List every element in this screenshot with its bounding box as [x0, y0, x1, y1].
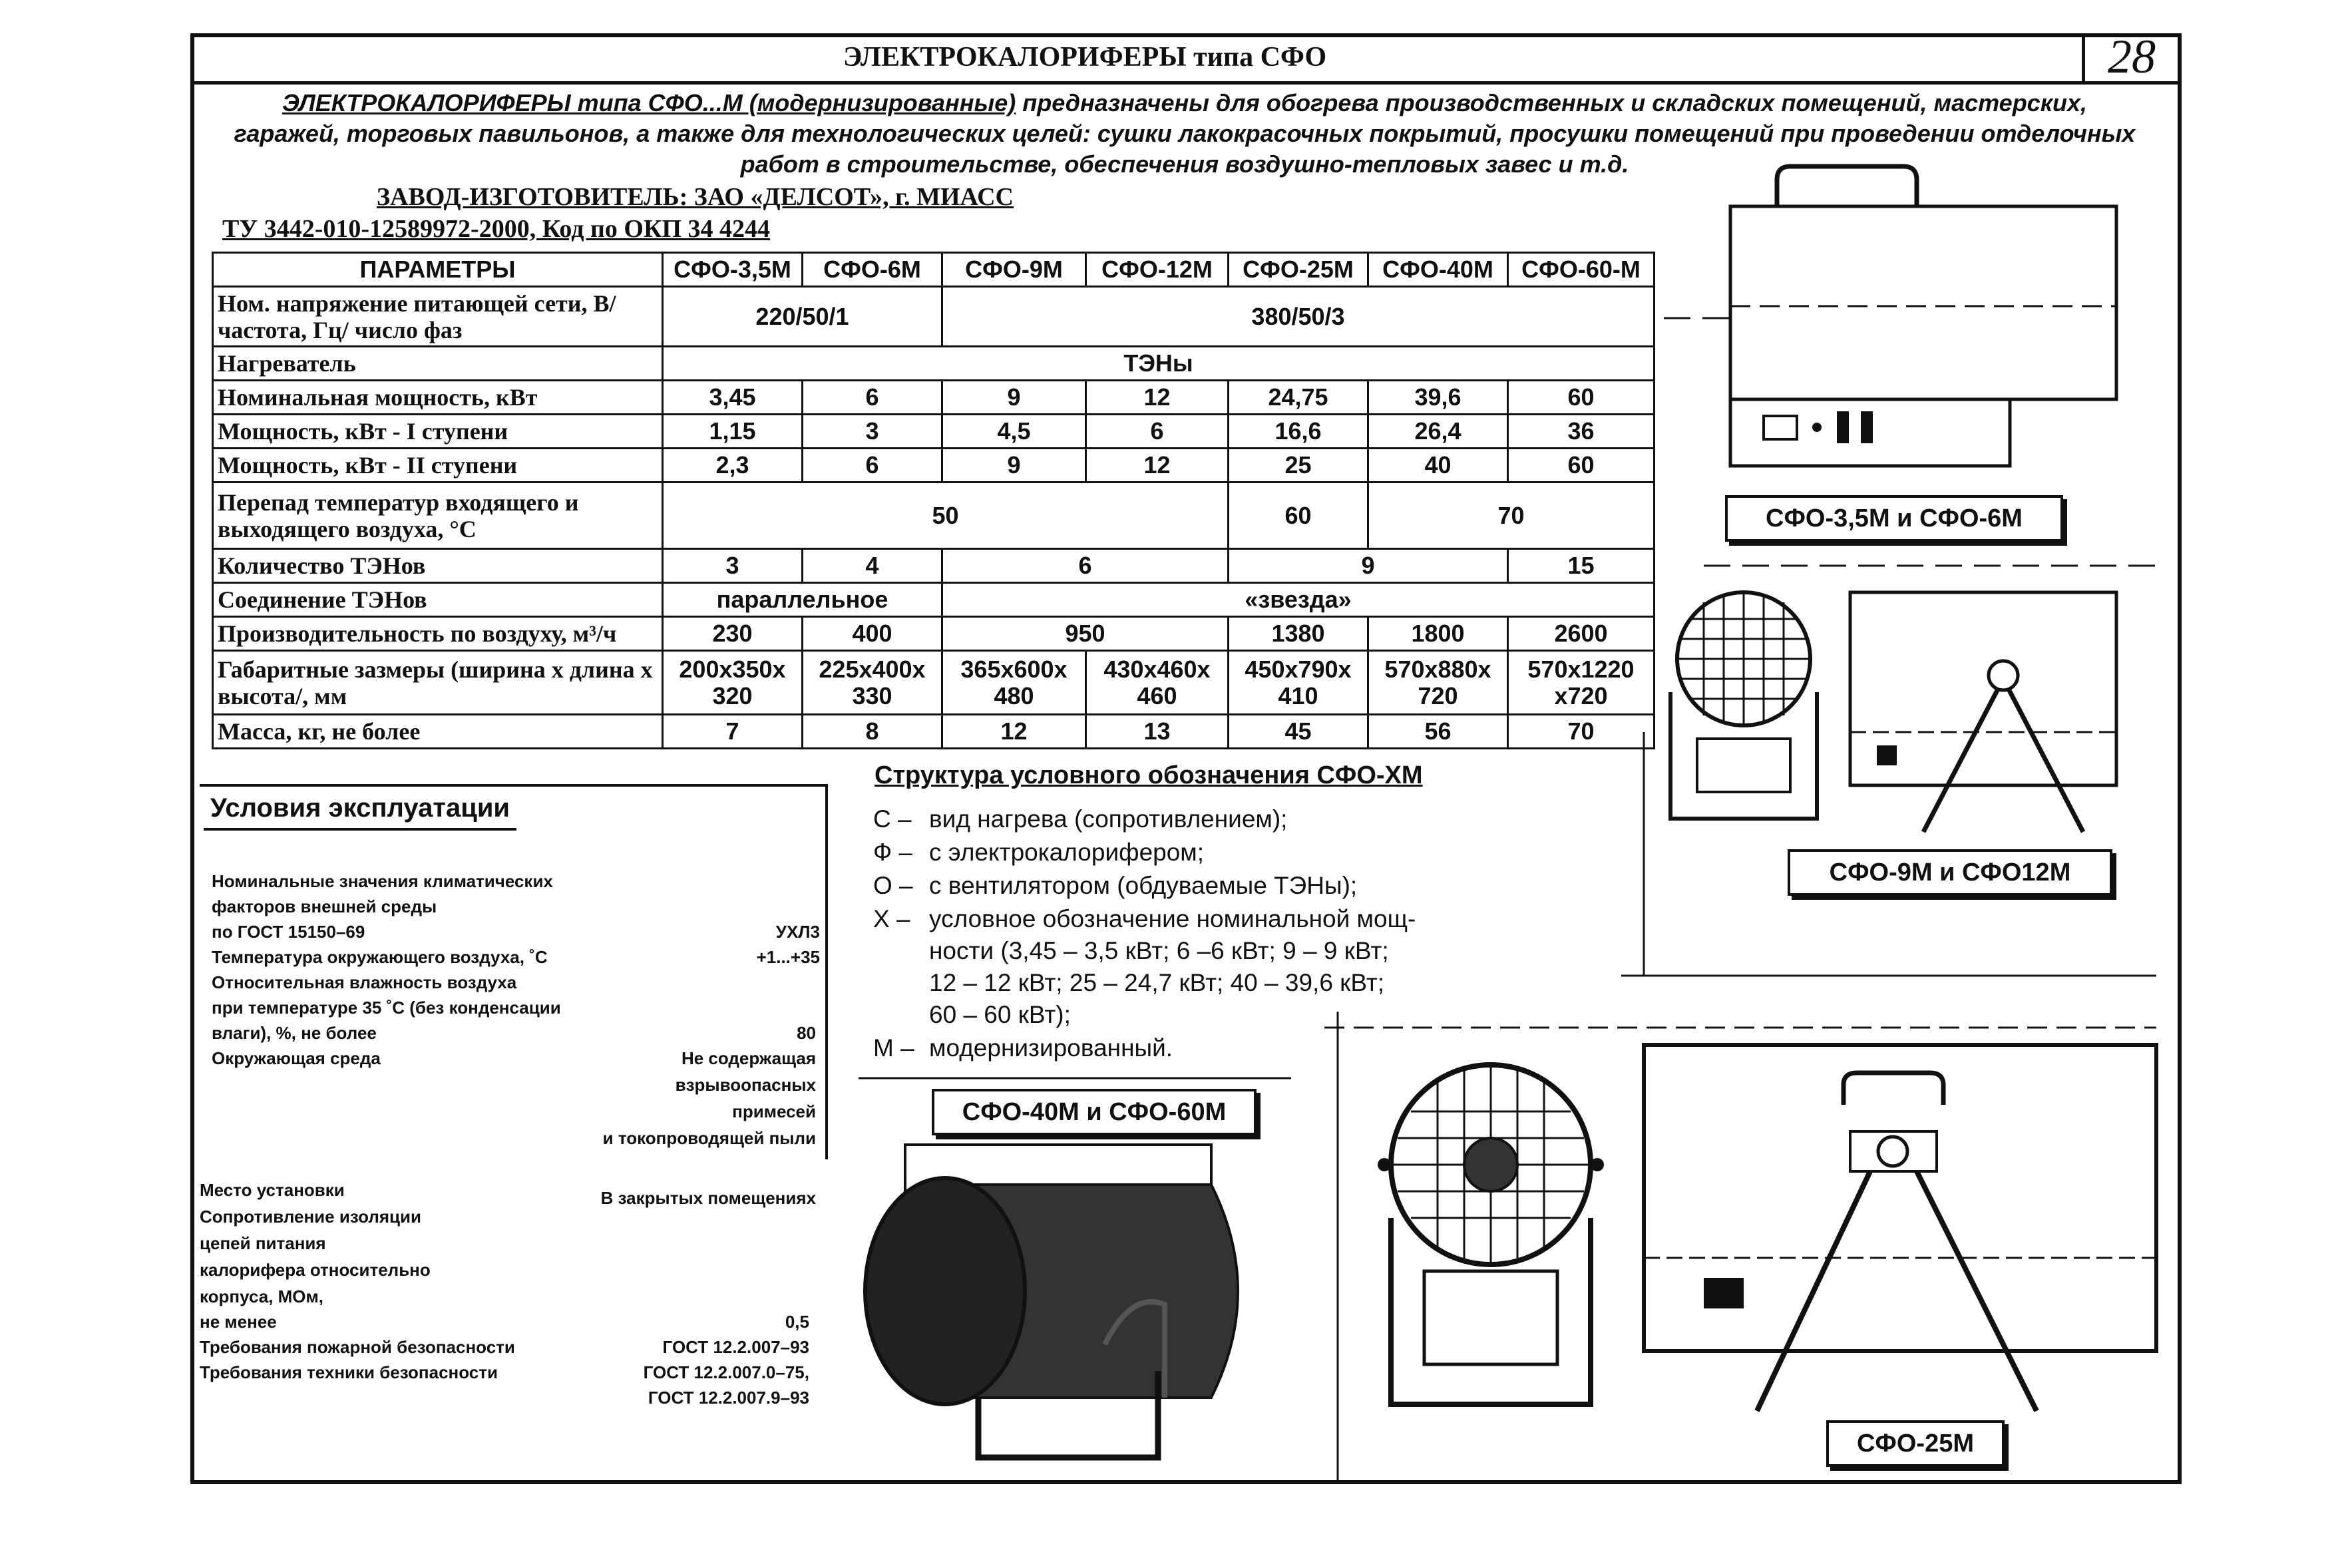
page-number: 28 — [2108, 30, 2156, 83]
cell: 4,5 — [942, 415, 1086, 449]
cond-value: В закрытых помещениях — [600, 1188, 816, 1208]
cond-label: по ГОСТ 15150–69 — [212, 922, 365, 942]
cond-value: 0,5 — [785, 1312, 809, 1332]
cell: 6 — [803, 381, 942, 415]
cell: «звезда» — [942, 583, 1655, 617]
cell: 9 — [942, 381, 1086, 415]
th-params: ПАРАМЕТРЫ — [213, 253, 663, 287]
cell: 380/50/3 — [942, 287, 1655, 347]
cond-label: цепей питания — [200, 1233, 326, 1253]
intro-lead: ЭЛЕКТРОКАЛОРИФЕРЫ типа СФО...М (модернизированные) — [282, 89, 1016, 116]
cell: 2600 — [1508, 617, 1655, 651]
cell: 12 — [1086, 449, 1229, 483]
cond-value: взрывоопасных — [675, 1075, 816, 1095]
cell: 3 — [803, 415, 942, 449]
cell: 4 — [803, 549, 942, 583]
th-model: СФО-3,5М — [663, 253, 803, 287]
conditions-title: Условия эксплуатации — [210, 793, 510, 823]
cell: 50 — [663, 483, 1229, 549]
page-title: ЭЛЕКТРОКАЛОРИФЕРЫ типа СФО — [843, 42, 1327, 73]
cond-label: калорифера относительно — [200, 1260, 431, 1280]
heater-big-round-drawing — [1371, 1052, 1624, 1424]
cell: 430x460x 460 — [1086, 651, 1229, 715]
th-model: СФО-9М — [942, 253, 1086, 287]
structure-title: Структура условного обозначения СФО-ХМ — [875, 761, 1423, 789]
structure-text: с вентилятором (обдуваемые ТЭНы); — [929, 872, 1358, 899]
cond-label: Температура окружающего воздуха, ˚С — [212, 947, 548, 967]
caption-small: СФО-3,5М и СФО-6М — [1725, 495, 2063, 542]
cond-value: УХЛ3 — [775, 922, 820, 942]
cell: 6 — [942, 549, 1229, 583]
cond-label: влаги), %, не более — [212, 1023, 377, 1043]
heater-box-drawing — [1837, 586, 2130, 839]
cell: 1800 — [1368, 617, 1508, 651]
cell: ТЭНы — [663, 347, 1655, 381]
cond-label: не менее — [200, 1312, 277, 1332]
cond-label: Место установки — [200, 1180, 345, 1200]
cell: 200x350x 320 — [663, 651, 803, 715]
cell: 60 — [1508, 449, 1655, 483]
cell: 225x400x 330 — [803, 651, 942, 715]
cell: 39,6 — [1368, 381, 1508, 415]
cond-value: ГОСТ 12.2.007.9–93 — [648, 1388, 809, 1408]
cell: 1,15 — [663, 415, 803, 449]
heater-round-drawing — [1651, 579, 1837, 845]
structure-text: модернизированный. — [929, 1034, 1173, 1062]
cell: 12 — [1086, 381, 1229, 415]
cell: 56 — [1368, 715, 1508, 749]
cell: 1380 — [1229, 617, 1368, 651]
cell: 220/50/1 — [663, 287, 942, 347]
cell: 60 — [1229, 483, 1368, 549]
cond-value: Не содержащая — [681, 1048, 816, 1068]
heater-small-drawing — [1704, 160, 2103, 479]
cell: 9 — [1229, 549, 1508, 583]
row-label: Масса, кг, не более — [213, 715, 663, 749]
cell: 13 — [1086, 715, 1229, 749]
cell: 3 — [663, 549, 803, 583]
cell: параллельное — [663, 583, 942, 617]
structure-key: Ф – — [873, 839, 912, 866]
cell: 950 — [942, 617, 1229, 651]
caption-big: СФО-25М — [1826, 1420, 2005, 1467]
cell: 12 — [942, 715, 1086, 749]
cell: 15 — [1508, 549, 1655, 583]
cell: 6 — [803, 449, 942, 483]
cell: 365x600x 480 — [942, 651, 1086, 715]
cell: 7 — [663, 715, 803, 749]
cond-value: ГОСТ 12.2.007.0–75, — [643, 1362, 809, 1382]
cell: 450x790x 410 — [1229, 651, 1368, 715]
row-label: Перепад температур входящего и выходящего воздуха, °С — [213, 483, 663, 549]
cell: 16,6 — [1229, 415, 1368, 449]
cell: 570x880x 720 — [1368, 651, 1508, 715]
structure-key: С – — [873, 805, 912, 833]
cond-value: и токопроводящей пыли — [602, 1128, 816, 1148]
row-label: Ном. напряжение питающей сети, В/ частота, Гц/ число фаз — [213, 287, 663, 347]
row-label: Нагреватель — [213, 347, 663, 381]
th-model: СФО-12М — [1086, 253, 1229, 287]
cell: 3,45 — [663, 381, 803, 415]
cell: 9 — [942, 449, 1086, 483]
cell: 2,3 — [663, 449, 803, 483]
cell: 40 — [1368, 449, 1508, 483]
heater-big-box-drawing — [1637, 1038, 2170, 1438]
intro-line3: работ в строительстве, обеспечения воздушно-тепловых завес и т.д. — [740, 150, 1629, 178]
caption-large: СФО-40М и СФО-60М — [932, 1089, 1257, 1135]
cell: 60 — [1508, 381, 1655, 415]
cond-value: +1...+35 — [756, 947, 820, 967]
cond-label: при температуре 35 ˚С (без конденсации — [212, 998, 561, 1018]
structure-key: О – — [873, 872, 913, 899]
cond-label: Окружающая среда — [212, 1048, 381, 1068]
cond-label: Номинальные значения климатических — [212, 871, 553, 891]
row-label: Номинальная мощность, кВт — [213, 381, 663, 415]
cell: 230 — [663, 617, 803, 651]
th-model: СФО-40М — [1368, 253, 1508, 287]
th-model: СФО-25М — [1229, 253, 1368, 287]
cell: 26,4 — [1368, 415, 1508, 449]
cond-value: примесей — [732, 1101, 816, 1121]
cell: 70 — [1508, 715, 1655, 749]
row-label: Мощность, кВт - I ступени — [213, 415, 663, 449]
cond-label: корпуса, МОм, — [200, 1286, 323, 1306]
spec-code: ТУ 3442-010-12589972-2000, Код по ОКП 34 4244 — [222, 215, 771, 243]
row-label: Соединение ТЭНов — [213, 583, 663, 617]
cell: 25 — [1229, 449, 1368, 483]
th-model: СФО-6М — [803, 253, 942, 287]
cell: 570x1220 x720 — [1508, 651, 1655, 715]
structure-cont: 12 – 12 кВт; 25 – 24,7 кВт; 40 – 39,6 кВт; — [929, 969, 1385, 996]
structure-key: М – — [873, 1034, 914, 1062]
cell: 8 — [803, 715, 942, 749]
structure-text: вид нагрева (сопротивлением); — [929, 805, 1288, 833]
intro-line2: гаражей, торговых павильонов, а также для технологических целей: сушки лакокрасочных покрытий, просушки помещений при проведении отделочных — [234, 120, 2136, 147]
row-label: Производительность по воздуху, м³/ч — [213, 617, 663, 651]
cell: 24,75 — [1229, 381, 1368, 415]
cond-value: ГОСТ 12.2.007–93 — [662, 1337, 809, 1357]
cell: 6 — [1086, 415, 1229, 449]
cond-label: Относительная влажность воздуха — [212, 972, 517, 992]
cond-label: Требования пожарной безопасности — [200, 1337, 515, 1357]
structure-text: с электрокалорифером; — [929, 839, 1205, 866]
caption-medium: СФО-9М и СФО12М — [1788, 849, 2112, 896]
structure-cont: ности (3,45 – 3,5 кВт; 6 –6 кВт; 9 – 9 кВт; — [929, 937, 1389, 964]
intro-line1: предназначены для обогрева производственных и складских помещений, мастерских, — [1016, 89, 2087, 116]
manufacturer: ЗАВОД-ИЗГОТОВИТЕЛЬ: ЗАО «ДЕЛСОТ», г. МИАСС — [377, 183, 1014, 211]
cell: 70 — [1368, 483, 1655, 549]
structure-cont: 60 – 60 кВт); — [929, 1001, 1071, 1028]
cond-label: Сопротивление изоляции — [200, 1207, 421, 1227]
th-model: СФО-60-М — [1508, 253, 1655, 287]
structure-text: условное обозначение номинальной мощ- — [929, 905, 1416, 932]
structure-key: Х – — [873, 905, 910, 932]
cond-label: факторов внешней среды — [212, 896, 437, 916]
cond-label: Требования техники безопасности — [200, 1362, 498, 1382]
cell: 36 — [1508, 415, 1655, 449]
row-label: Количество ТЭНов — [213, 549, 663, 583]
row-label: Габаритные зазмеры (ширина х длина х высота/, мм — [213, 651, 663, 715]
heater-cylinder-drawing — [852, 1145, 1278, 1484]
cond-value: 80 — [797, 1023, 816, 1043]
row-label: Мощность, кВт - II ступени — [213, 449, 663, 483]
cell: 400 — [803, 617, 942, 651]
cell: 45 — [1229, 715, 1368, 749]
